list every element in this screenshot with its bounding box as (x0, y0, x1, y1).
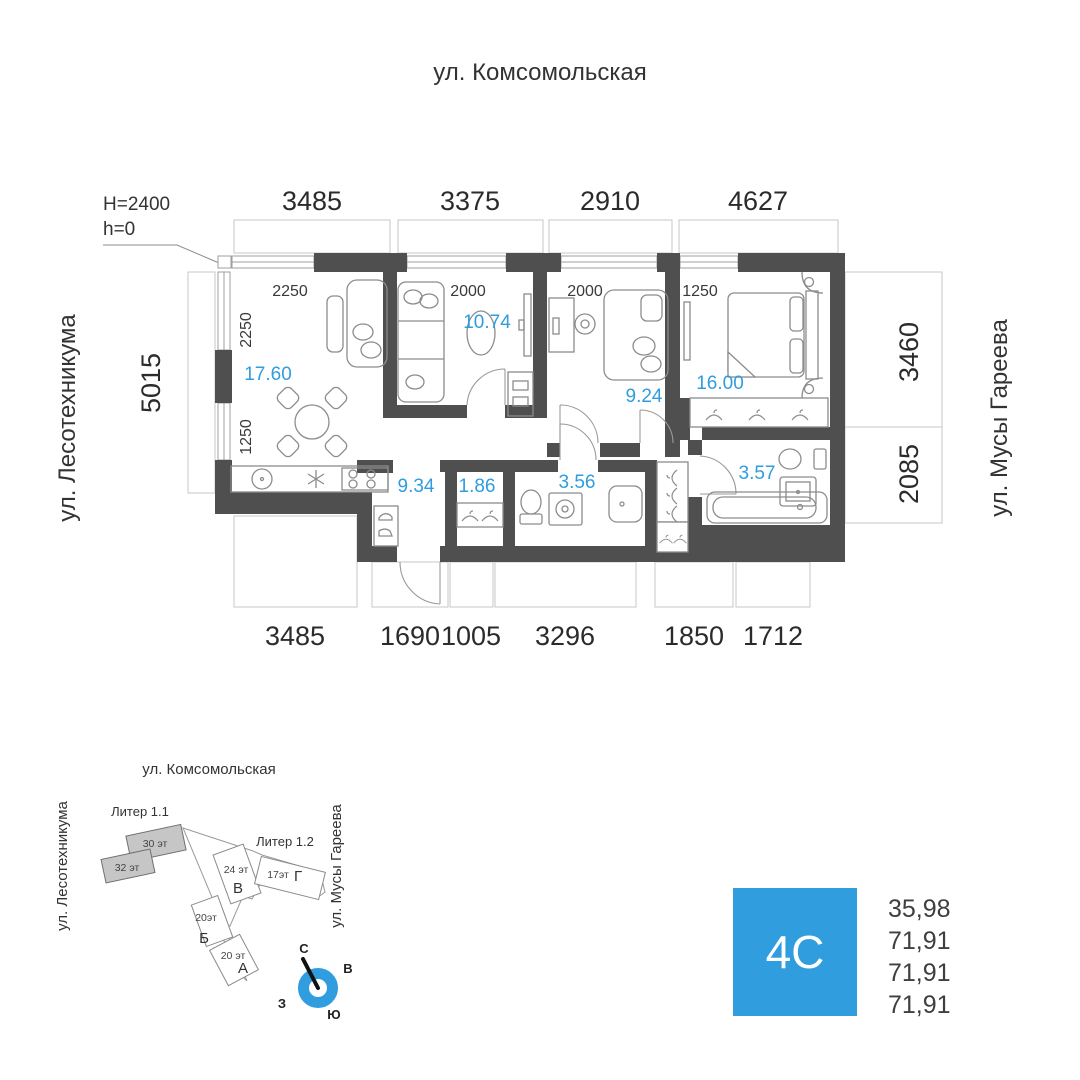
plan-code-label: 4С (765, 926, 825, 978)
compass-south: Ю (327, 1007, 341, 1022)
cabinet-door (467, 369, 505, 405)
street-left-label: ул. Лесотехникума (54, 314, 81, 522)
entry-door (400, 562, 440, 604)
dim-bottom-2: 1690 (379, 621, 441, 651)
site-floors-20: 20эт (195, 912, 217, 924)
area-value: 71,91 (888, 959, 951, 987)
plan-area-values (888, 893, 951, 1021)
area-value: 71,91 (888, 991, 951, 1019)
site-floors-32: 32 эт (114, 862, 140, 874)
sink-icon (609, 486, 642, 522)
compass-west: З (277, 996, 287, 1011)
dim-inner-2250v: 2250 (238, 312, 255, 348)
dim-left-1: 5015 (136, 352, 166, 414)
wardrobe-niche-icon (657, 522, 688, 552)
site-section-v: В (232, 880, 244, 897)
closet-hangers-icon (457, 503, 503, 527)
site-street-right: ул. Мусы Гареева (328, 804, 345, 928)
site-liter2-label: Литер 1.2 (256, 834, 314, 849)
site-street-top: ул. Комсомольская (142, 761, 276, 778)
site-street-left: ул. Лесотехникума (54, 801, 71, 931)
leader-line (103, 245, 219, 263)
dim-top-3: 2910 (579, 186, 641, 216)
site-liter1-label: Литер 1.1 (111, 804, 169, 819)
chair-icon (575, 314, 595, 334)
toilet-icon (520, 490, 542, 524)
dim-bottom-1: 3485 (264, 621, 326, 651)
site-section-a: А (237, 960, 249, 977)
desk-icon (549, 298, 574, 352)
site-floors-20b: 20 эт (220, 950, 246, 962)
dim-right-2: 2085 (894, 443, 924, 505)
dim-right-1: 3460 (894, 321, 924, 383)
compass-north: С (299, 941, 309, 956)
dim-bottom-5: 1850 (663, 621, 725, 651)
washing-machine-icon (549, 493, 582, 525)
compass-icon (278, 941, 353, 1022)
nightstand-icon (802, 272, 823, 398)
interior-dimensions (238, 283, 718, 455)
dim-inner-2250w: 2250 (272, 283, 308, 300)
room-area-cabinet: 10.74 (463, 312, 511, 333)
fridge-icon (308, 470, 324, 488)
wardrobe-column-icon (657, 462, 688, 522)
sofa2-icon (398, 282, 444, 402)
site-floors-24: 24 эт (223, 864, 249, 876)
room-area-bath2: 3.57 (738, 463, 776, 484)
plan-code-badge (733, 888, 857, 1016)
shoe-cabinet-icon (374, 506, 398, 546)
toilet2-icon (779, 449, 826, 469)
dim-bottom-3: 1005 (440, 621, 502, 651)
site-section-g: Г (293, 868, 303, 885)
elevation-note-line1: H=2400 (103, 194, 171, 215)
single-bed-icon (604, 290, 668, 380)
room-area-child: 9.24 (625, 386, 663, 407)
dim-bottom-6: 1712 (742, 621, 804, 651)
compass-east: В (343, 961, 353, 976)
street-top-label: ул. Комсомольская (433, 59, 647, 86)
area-value: 35,98 (888, 895, 951, 923)
dining-table-icon (275, 385, 348, 458)
double-bed-icon (728, 291, 818, 379)
dim-inner-2000a: 2000 (450, 283, 486, 300)
elevation-note (103, 194, 219, 263)
dim-top-1: 3485 (281, 186, 343, 216)
street-right-label: ул. Мусы Гареева (986, 319, 1013, 517)
tv2-icon (684, 302, 690, 360)
elevation-note-line2: h=0 (103, 219, 136, 240)
room-area-hall: 9.34 (397, 476, 435, 497)
bath-door (560, 424, 596, 460)
bathtub-icon (707, 492, 827, 523)
site-floors-17: 17эт (267, 869, 289, 881)
bath2-door (700, 456, 736, 494)
room-area-closet: 1.86 (458, 476, 496, 497)
dim-bottom-4: 3296 (534, 621, 596, 651)
dim-inner-1250v: 1250 (238, 419, 255, 455)
area-value: 71,91 (888, 927, 951, 955)
dim-top-2: 3375 (439, 186, 501, 216)
room-area-living: 17.60 (244, 364, 292, 385)
dim-top-4: 4627 (727, 186, 789, 216)
sofa-icon (327, 280, 387, 367)
site-section-b: Б (199, 930, 209, 947)
tv-icon (519, 294, 531, 356)
dim-inner-1250w: 1250 (682, 283, 718, 300)
wardrobe-bedroom-icon (690, 398, 828, 427)
site-plan (54, 761, 353, 1022)
dim-inner-2000b: 2000 (567, 283, 603, 300)
room-area-bath: 3.56 (558, 472, 596, 493)
room-area-bedroom: 16.00 (696, 373, 744, 394)
site-floors-30: 30 эт (142, 838, 168, 850)
